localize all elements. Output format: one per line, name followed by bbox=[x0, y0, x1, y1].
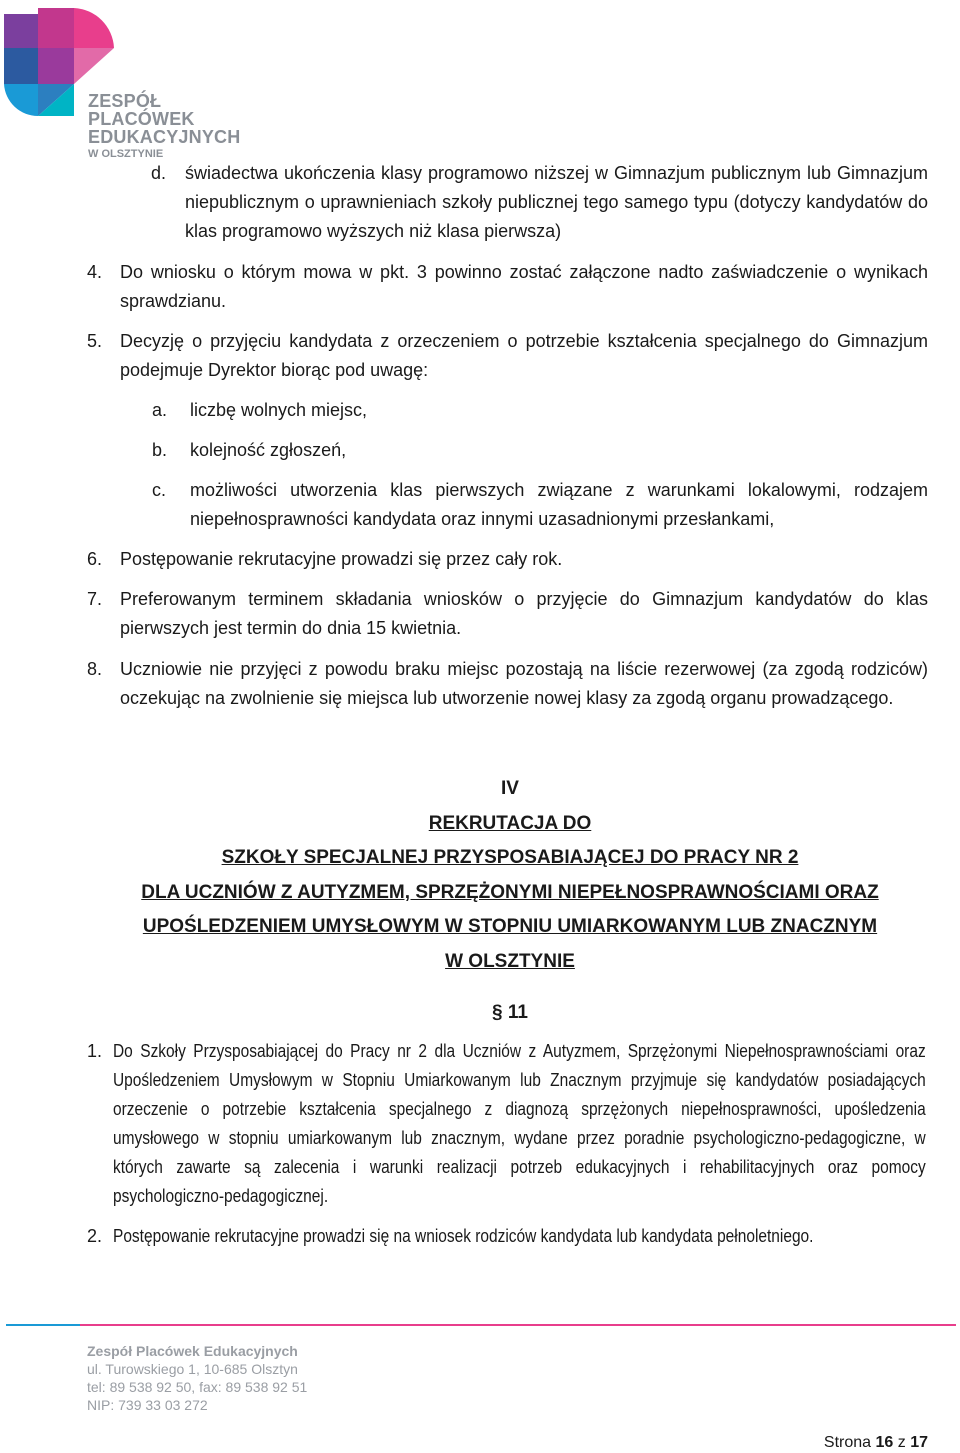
item-label: 5. bbox=[87, 331, 103, 351]
item-text: Preferowanym terminem składania wniosków o przyjęcie do Gimnazjum kandydatów do klas pierwszych jest termin do dnia 15 kwietnia. bbox=[120, 589, 928, 638]
paragraph-mark: § 11 bbox=[492, 1002, 528, 1023]
logo-line-1: ZESPÓŁ bbox=[88, 91, 162, 111]
section-title-3-text: DLA UCZNIÓW Z AUTYZMEM, SPRZĘŻONYMI NIEPEŁNOSPRAWNOŚCIAMI ORAZ bbox=[141, 882, 879, 903]
subitem-text: liczbę wolnych miejsc, bbox=[190, 400, 368, 420]
section-title-5-text: W OLSZTYNIE bbox=[445, 951, 575, 972]
footer-address: ul. Turowskiego 1, 10-685 Olsztyn bbox=[87, 1361, 298, 1377]
section-title-3 bbox=[0, 878, 960, 908]
subitem-label: b. bbox=[152, 440, 168, 460]
item-label: 6. bbox=[87, 549, 103, 569]
item-label: 7. bbox=[87, 589, 103, 609]
paragraph-label: 1. bbox=[87, 1041, 103, 1061]
section-title-2 bbox=[0, 843, 960, 873]
section-title-4-text: UPOŚLEDZENIEM UMYSŁOWYM W STOPNIU UMIARKOWANYM LUB ZNACZNYM bbox=[142, 916, 878, 937]
logo-text bbox=[88, 92, 240, 161]
footer-name: Zespół Placówek Edukacyjnych bbox=[87, 1343, 298, 1359]
page-current: 16 bbox=[875, 1434, 894, 1451]
item-label: 8. bbox=[87, 659, 103, 679]
item-text: Uczniowie nie przyjęci z powodu braku miejsc pozostają na liście rezerwowej (za zgodą rodziców) oczekując na zwolnienie się miejsca lub utworzenie nowej klasy za zgodą organu prowadzącego. bbox=[120, 659, 928, 708]
logo-line-3: EDUKACYJNYCH bbox=[88, 127, 241, 147]
paragraph-text: Postępowanie rekrutacyjne prowadzi się na wniosek rodziców kandydata lub kandydata pełnoletniego. bbox=[113, 1226, 814, 1246]
item-text: Postępowanie rekrutacyjne prowadzi się przez cały rok. bbox=[120, 549, 563, 569]
item-text: Decyzję o przyjęciu kandydata z orzeczeniem o potrzebie kształcenia specjalnego do Gimnazjum podejmuje Dyrektor biorąc pod uwagę: bbox=[120, 331, 928, 380]
logo bbox=[4, 6, 244, 162]
page-total: 17 bbox=[910, 1434, 928, 1451]
section-title-1 bbox=[0, 809, 960, 839]
logo-line-4: W OLSZTYNIE bbox=[88, 148, 164, 160]
subitem-text: możliwości utworzenia klas pierwszych związane z warunkami lokalowymi, rodzajem niepełnosprawności kandydata oraz innymi uzasadnionymi przesłankami, bbox=[190, 480, 928, 529]
section-title-4 bbox=[0, 912, 960, 942]
footer-contact bbox=[87, 1342, 307, 1414]
item-text: świadectwa ukończenia klasy programowo niższej w Gimnazjum publicznym lub Gimnazjum niepublicznym o uprawnieniach szkoły publicznej tego samego typu (dotyczy kandydatów do klas programowo wyższych niż klasa pierwsza) bbox=[185, 163, 928, 241]
subitem-label: c. bbox=[152, 480, 167, 500]
section-title-5 bbox=[0, 947, 960, 977]
footer-line-left bbox=[6, 1324, 80, 1326]
subitem-text: kolejność zgłoszeń, bbox=[190, 440, 347, 460]
page-prefix: Strona bbox=[823, 1434, 872, 1451]
section-title-1-text: REKRUTACJA DO bbox=[428, 813, 592, 834]
page-number bbox=[824, 1433, 928, 1453]
paragraph-label: 2. bbox=[87, 1226, 103, 1246]
section-roman: IV bbox=[501, 778, 519, 799]
item-label: 4. bbox=[87, 262, 103, 282]
footer-phone: tel: 89 538 92 50, fax: 89 538 92 51 bbox=[87, 1379, 308, 1395]
footer-nip: NIP: 739 33 03 272 bbox=[87, 1397, 208, 1413]
logo-line-2: PLACÓWEK bbox=[88, 109, 195, 129]
item-label: d. bbox=[151, 163, 167, 183]
paragraph-text: Do Szkoły Przysposabiającej do Pracy nr 2 dla Uczniów z Autyzmem, Sprzężonymi Niepełnosprawnościami oraz Upośledzeniem Umysłowym w Stopniu Umiarkowanym lub Znacznym przyjmuje się kandydatów posiadających orzeczenie o potrzebie kształcenia specjalnego z diagnozą sprzężonych niepełnosprawności, upośledzenia umysłowego w stopniu umiarkowanym lub znacznym, wydane przez poradnie psychologiczno-pedagogiczne, w których zawarte są zalecenia i warunki realizacji potrzeb edukacyjnych i rehabilitacyjnych oraz pomocy psychologiczno-pedagogicznej. bbox=[113, 1041, 926, 1206]
page-sep: z bbox=[897, 1434, 906, 1451]
section-title-2-text: SZKOŁY SPECJALNEJ PRZYSPOSABIAJĄCEJ DO PRACY NR 2 bbox=[221, 847, 799, 868]
item-text: Do wniosku o którym mowa w pkt. 3 powinno zostać załączone nadto zaświadczenie o wynikach sprawdzianu. bbox=[120, 262, 928, 311]
footer-line-right bbox=[80, 1324, 956, 1326]
subitem-label: a. bbox=[152, 400, 168, 420]
